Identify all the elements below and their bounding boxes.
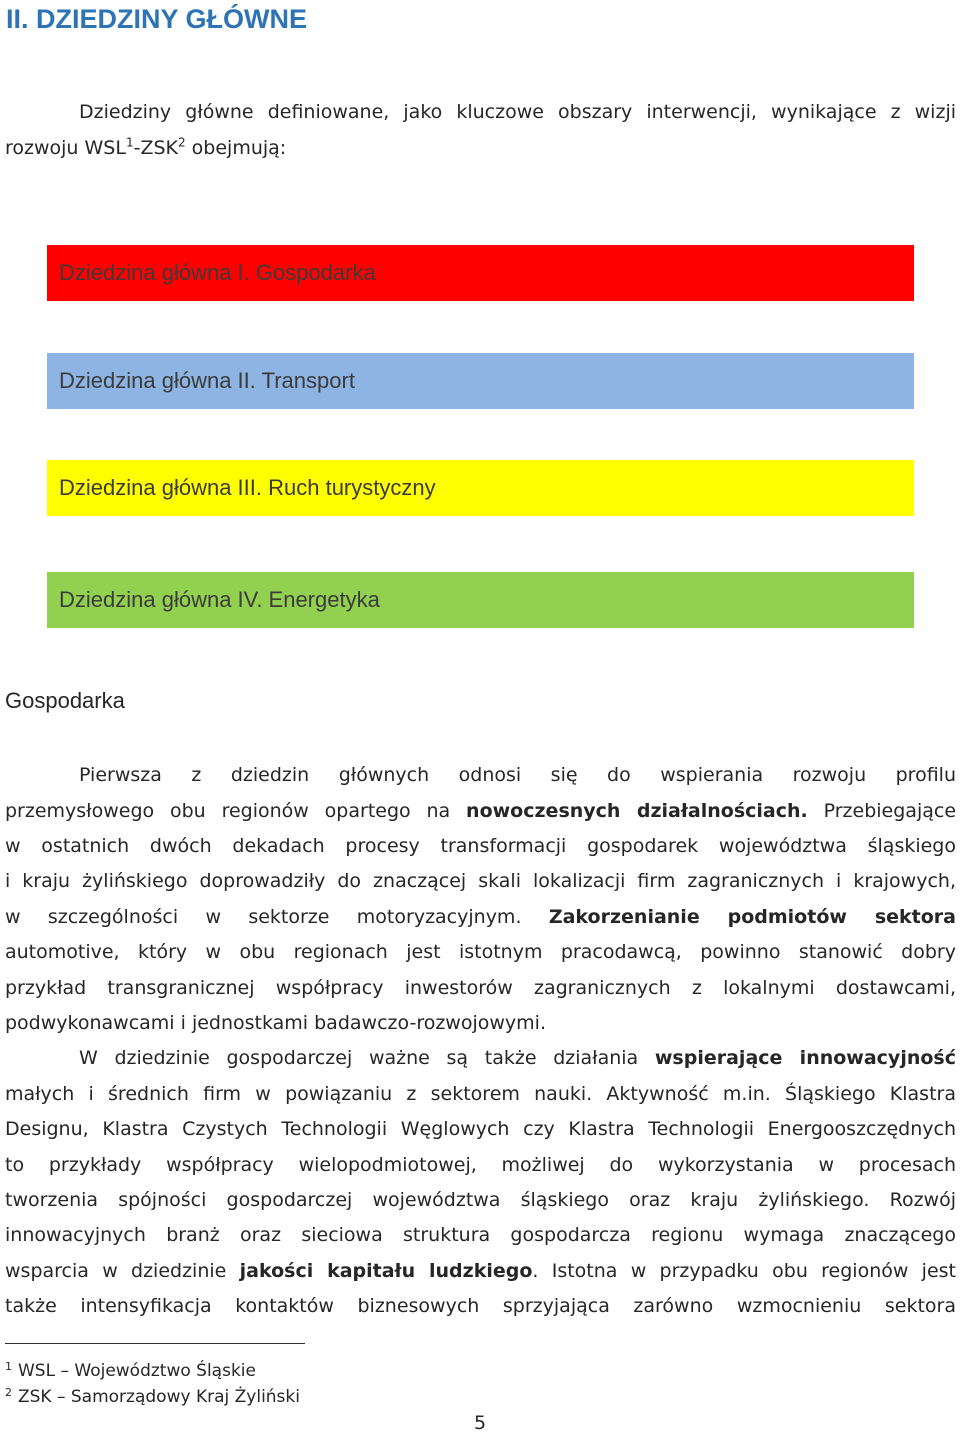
footnote-text: WSL – Województwo Śląskie bbox=[18, 1361, 256, 1381]
body-text: Designu, Klastra Czystych Technologii Węglowych czy Klastra Technologii Energooszczędnych bbox=[5, 1118, 956, 1140]
footnote-ref: 1 bbox=[125, 135, 134, 150]
body-line bbox=[5, 935, 956, 970]
body-text: i kraju żylińskiego doprowadziły do znaczącej skali lokalizacji firm zagranicznych i krajowych, bbox=[5, 870, 956, 892]
domain-label: Dziedzina główna II. Transport bbox=[59, 368, 355, 393]
body-line bbox=[5, 1112, 956, 1147]
intro-text: rozwoju WSL bbox=[5, 137, 126, 159]
footnote-separator bbox=[5, 1343, 305, 1344]
body-text: . Istotna w przypadku obu regionów jest bbox=[532, 1260, 957, 1282]
intro-text: obejmują: bbox=[185, 137, 287, 159]
body-text: także intensyfikacja kontaktów biznesowych sprzyjająca zarówno wzmocnieniu sektora bbox=[5, 1295, 956, 1317]
body-line bbox=[79, 758, 956, 793]
body-text: wsparcia w dziedzinie bbox=[5, 1260, 240, 1282]
body-emphasis: wspierające innowacyjność bbox=[654, 1047, 956, 1069]
domain-box-transport bbox=[47, 353, 914, 409]
body-line bbox=[5, 1218, 956, 1253]
footnote-text: ZSK – Samorządowy Kraj Żyliński bbox=[18, 1387, 300, 1407]
body-text: W dziedzinie gospodarczej ważne są także działania bbox=[79, 1047, 655, 1069]
body-line bbox=[5, 1077, 956, 1112]
body-text: tworzenia spójności gospodarczej województwa śląskiego oraz kraju żylińskiego. Rozwój bbox=[5, 1189, 956, 1211]
domain-label: Dziedzina główna IV. Energetyka bbox=[59, 587, 380, 612]
footnote-number: 1 bbox=[5, 1360, 12, 1373]
domain-box-ruch-turystyczny bbox=[47, 460, 914, 516]
domain-box-gospodarka bbox=[47, 245, 914, 301]
body-text: to przykłady współpracy wielopodmiotowej, możliwej do wykorzystania w procesach bbox=[5, 1154, 956, 1176]
body-text: automotive, który w obu regionach jest istotnym pracodawcą, powinno stanowić dobry bbox=[5, 941, 956, 963]
intro-line bbox=[79, 95, 956, 130]
body-line bbox=[5, 1006, 956, 1041]
body-line bbox=[5, 1254, 956, 1289]
domain-label: Dziedzina główna I. Gospodarka bbox=[59, 260, 376, 285]
body-text: przykład transgranicznej współpracy inwestorów zagranicznych z lokalnymi dostawcami, bbox=[5, 977, 956, 999]
body-text: Pierwsza z dziedzin głównych odnosi się do wspierania rozwoju profilu bbox=[79, 764, 956, 786]
intro-text: Dziedziny główne definiowane, jako kluczowe obszary interwencji, wynikające z wizji bbox=[79, 101, 956, 123]
domain-label: Dziedzina główna III. Ruch turystyczny bbox=[59, 475, 436, 500]
body-emphasis: Zakorzenianie podmiotów sektora bbox=[548, 906, 956, 928]
body-line bbox=[5, 1183, 956, 1218]
body-emphasis: nowoczesnych działalnościach. bbox=[466, 800, 808, 822]
section-heading: Gospodarka bbox=[5, 688, 125, 713]
body-emphasis: jakości kapitału ludzkiego bbox=[239, 1260, 533, 1282]
body-line bbox=[5, 794, 956, 829]
body-line bbox=[5, 1289, 956, 1324]
page-number: 5 bbox=[473, 1412, 487, 1434]
body-line bbox=[79, 1041, 956, 1076]
footnote-ref: 2 bbox=[178, 135, 186, 150]
footnote bbox=[5, 1386, 300, 1407]
body-text: w ostatnich dwóch dekadach procesy transformacji gospodarek województwa śląskiego bbox=[5, 835, 956, 857]
body-text: Przebiegające bbox=[807, 800, 957, 822]
domain-box-energetyka bbox=[47, 572, 914, 628]
body-line bbox=[5, 829, 956, 864]
body-line bbox=[5, 900, 956, 935]
body-text: podwykonawcami i jednostkami badawczo-rozwojowymi. bbox=[5, 1012, 546, 1034]
footnote bbox=[5, 1360, 256, 1381]
intro-text: -ZSK bbox=[133, 137, 178, 159]
page-title: II. DZIEDZINY GŁÓWNE bbox=[6, 4, 308, 34]
body-text: małych i średnich firm w powiązaniu z sektorem nauki. Aktywność m.in. Śląskiego Klastra bbox=[5, 1083, 956, 1105]
body-line bbox=[5, 864, 956, 899]
body-text: innowacyjnych branż oraz sieciowa struktura gospodarcza regionu wymaga znaczącego bbox=[5, 1224, 956, 1246]
body-text: w szczególności w sektorze motoryzacyjnym. bbox=[5, 906, 549, 928]
body-line bbox=[5, 1148, 956, 1183]
body-text: przemysłowego obu regionów opartego na bbox=[5, 800, 467, 822]
footnote-number: 2 bbox=[5, 1386, 12, 1399]
intro-line bbox=[5, 131, 956, 166]
body-line bbox=[5, 971, 956, 1006]
